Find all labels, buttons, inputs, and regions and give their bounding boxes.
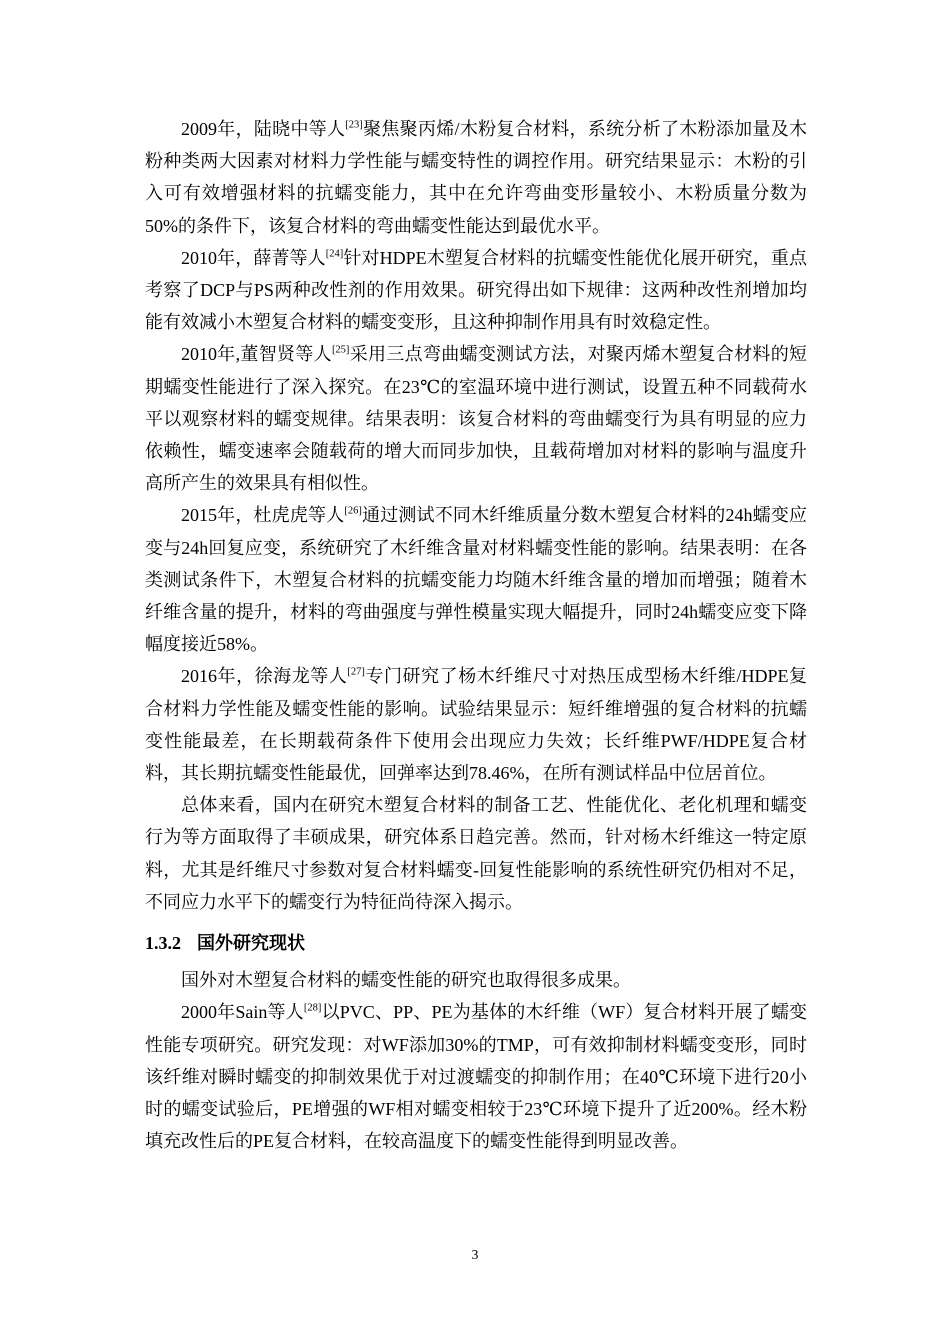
paragraph-text: 2010年,董智贤等人	[181, 344, 332, 365]
citation-ref: [27]	[347, 666, 365, 678]
citation-ref: [24]	[325, 248, 344, 260]
paragraph-text: 2009年，陆晓中等人	[181, 119, 346, 139]
paragraph-text: 针对HDPE木塑复合材料的抗蠕变性能优化展开研究，重点考察了DCP与PS两种改性剂的作用效果。研究得出如下规律：这两种改性剂增加均能有效减小木塑复合材料的蠕变变形，且这种抑制作用具有时效稳定性。	[145, 247, 807, 333]
citation-ref: [26]	[344, 505, 362, 517]
section-title: 国外研究现状	[197, 933, 305, 954]
citation-ref: [23]	[345, 119, 363, 131]
paragraph-text: 2015年，杜虎虎等人	[181, 505, 345, 526]
paragraph-text: 2010年，薛菁等人	[181, 247, 326, 268]
paragraph-text: 通过测试不同木纤维质量分数木塑复合材料的24h蠕变应变与24h回复应变，系统研究了木纤维含量对材料蠕变性能的影响。结果表明：在各类测试条件下，木塑复合材料的抗蠕变能力均随木纤维含量的增加而增强；随着木纤维含量的提升，材料的弯曲强度与弹性模量实现大幅提升，同时24h蠕变应变下降幅度接近58%。	[145, 505, 807, 655]
citation-ref: [25]	[331, 344, 350, 356]
paragraph-text: 2016年，徐海龙等人	[181, 666, 348, 687]
section-number: 1.3.2	[145, 933, 181, 954]
paragraph-text: 聚焦聚丙烯/木粉复合材料，系统分析了木粉添加量及木粉种类两大因素对材料力学性能与蠕变特性的调控作用。研究结果显示：木粉的引入可有效增强材料的抗蠕变能力，其中在允许弯曲变形量较小、木粉质量分数为50%的条件下，该复合材料的弯曲蠕变性能达到最优水平。	[145, 119, 808, 236]
paragraph-sain-2000	[145, 996, 807, 1157]
paragraph-text: 采用三点弯曲蠕变测试方法，对聚丙烯木塑复合材料的短期蠕变性能进行了深入探究。在23℃的室温环境中进行测试，设置五种不同载荷水平以观察材料的蠕变规律。结果表明：该复合材料的弯曲蠕变行为具有明显的应力依赖性，蠕变速率会随载荷的增大而同步加快，且载荷增加对材料的影响与温度升高所产生的效果具有相似性。	[145, 344, 808, 494]
paragraph-text: 专门研究了杨木纤维尺寸对热压成型杨木纤维/HDPE复合材料力学性能及蠕变性能的影响。试验结果显示：短纤维增强的复合材料的抗蠕变性能最差，在长期载荷条件下使用会出现应力失效；长纤维PWF/HDPE复合材料，其长期抗蠕变性能最优，回弹率达到78.46%，在所有测试样品中位居首位。	[145, 666, 807, 784]
paragraph-lu-2009	[145, 113, 807, 242]
paragraph-du-2015	[145, 499, 807, 660]
section-heading	[145, 927, 807, 959]
body-text	[145, 113, 807, 1158]
paragraph-summary: 总体来看，国内在研究木塑复合材料的制备工艺、性能优化、老化机理和蠕变行为等方面取得了丰硕成果，研究体系日趋完善。然而，针对杨木纤维这一特定原料，尤其是纤维尺寸参数对复合材料蠕变-回复性能影响的系统性研究仍相对不足，不同应力水平下的蠕变行为特征尚待深入揭示。	[145, 795, 807, 912]
paragraph-xu-2016	[145, 660, 807, 789]
paragraph-text: 以PVC、PP、PE为基体的木纤维（WF）复合材料开展了蠕变性能专项研究。研究发现：对WF添加30%的TMP，可有效抑制材料蠕变变形，同时该纤维对瞬时蠕变的抑制效果优于对过渡蠕变的抑制作用；在40℃环境下进行20小时的蠕变试验后，PE增强的WF相对蠕变相较于23℃环境下提升了近200%。经木粉填充改性后的PE复合材料，在较高温度下的蠕变性能得到明显改善。	[145, 1002, 807, 1152]
paragraph-xue-2010	[145, 242, 807, 339]
citation-ref: [28]	[303, 1002, 322, 1014]
page-number: 3	[471, 1247, 479, 1262]
paragraph-intro-foreign: 国外对木塑复合材料的蠕变性能的研究也取得很多成果。	[181, 970, 631, 991]
paragraph-text: 2000年Sain等人	[181, 1002, 304, 1023]
paragraph-dong-2010	[145, 338, 807, 499]
